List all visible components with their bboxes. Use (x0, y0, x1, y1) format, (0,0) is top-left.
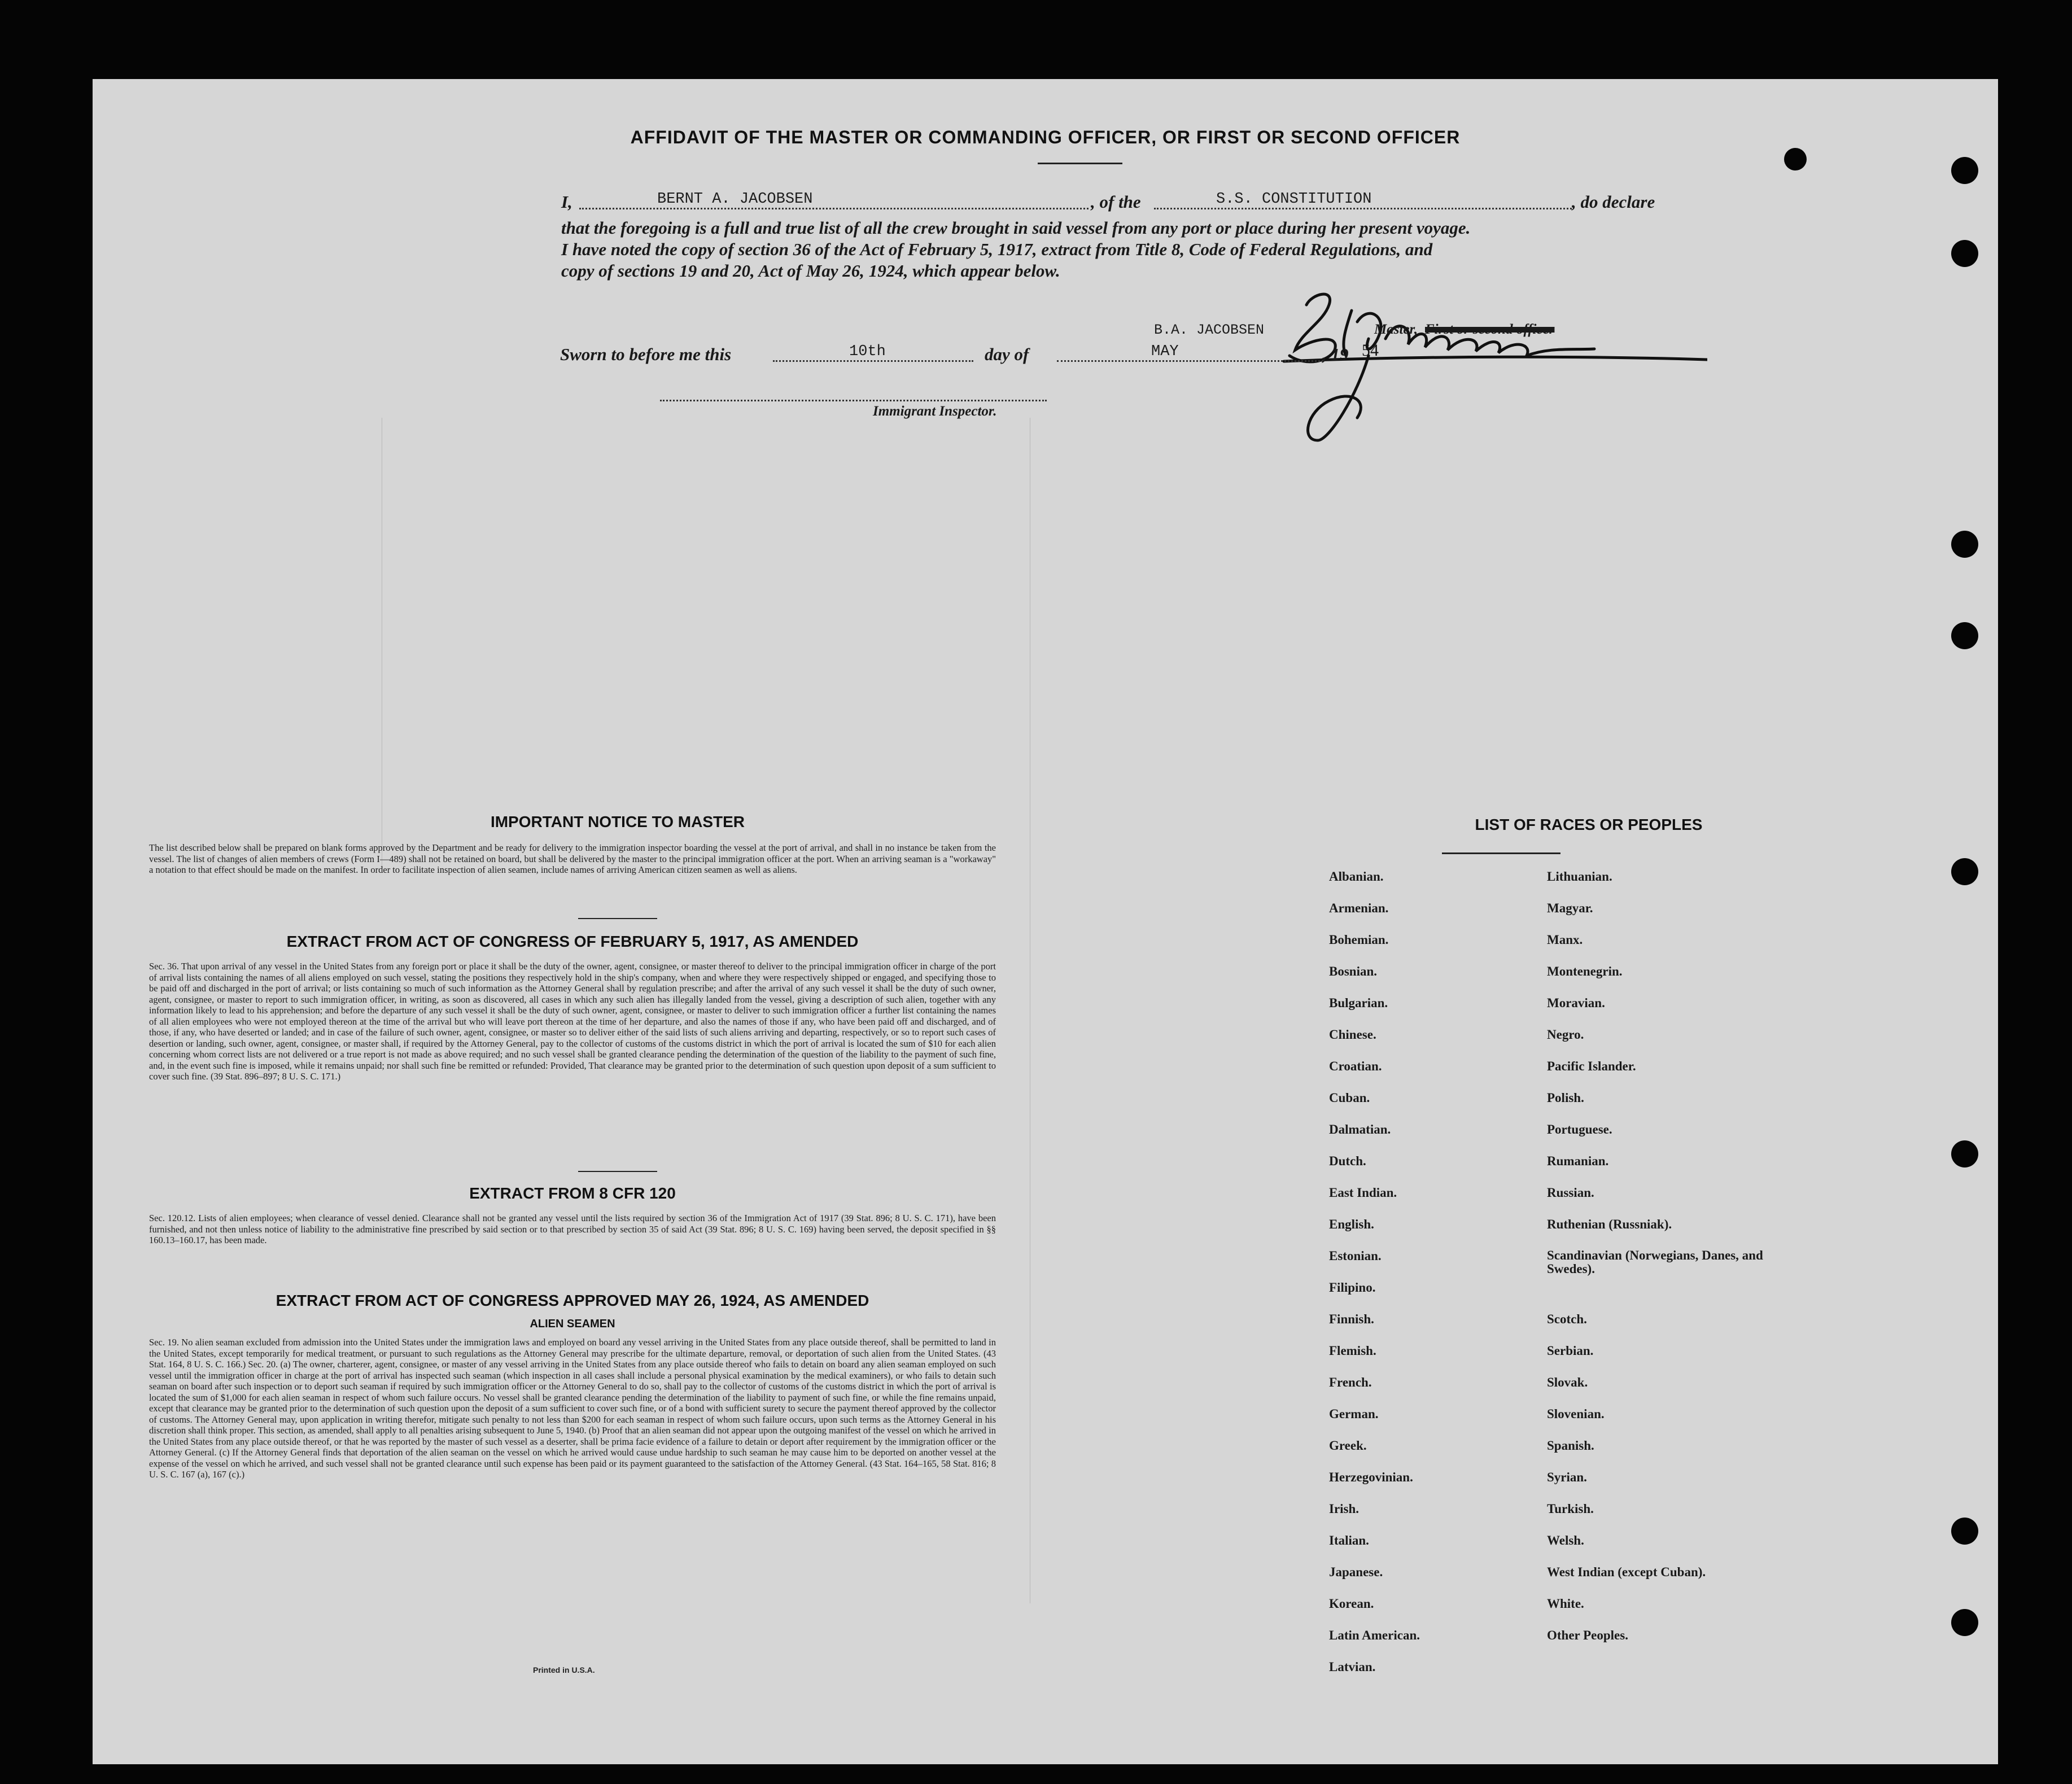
race-item: Negro. (1547, 1027, 1584, 1042)
race-item: Magyar. (1547, 901, 1593, 915)
race-item: German. (1329, 1407, 1379, 1421)
race-item: Chinese. (1329, 1027, 1376, 1042)
notice-body: The list described below shall be prepared on blank forms approved by the Department and be ready for delivery to the immigration inspector boarding the vessel at the port of arrival, and shall in no instance be taken from the vessel. The list of changes of alien members of crews (Form I—489) shall not be retained on board, but shall be delivered by the master to the principal immigration officer at the port. When an arriving seaman is a "workaway" a notation to that effect should be made on the manifest. In order to facilitate inspection of alien seamen, include names of arriving American citizen seamen as well as aliens. (149, 842, 996, 875)
race-item: East Indian. (1329, 1186, 1397, 1200)
affidavit-line-3: I have noted the copy of section 36 of the Act of February 5, 1917, extract from Title 8, Code of Federal Regulations, and (561, 239, 1433, 259)
race-item: French. (1329, 1375, 1372, 1389)
race-item: Other Peoples. (1547, 1628, 1628, 1642)
race-item: Flemish. (1329, 1344, 1376, 1358)
sworn-day-line (773, 360, 973, 362)
race-item: Irish. (1329, 1502, 1360, 1516)
sworn-month-line (1057, 360, 1323, 362)
punch-hole (1784, 148, 1807, 170)
affidavit-title: AFFIDAVIT OF THE MASTER OR COMMANDING OFFICER, OR FIRST OR SECOND OFFICER (630, 127, 1461, 147)
race-item: Filipino. (1329, 1280, 1376, 1295)
race-item: White. (1547, 1597, 1584, 1611)
race-item: Albanian. (1329, 869, 1384, 884)
affidavit-i-label: I, (561, 192, 572, 212)
notice-title: IMPORTANT NOTICE TO MASTER (490, 813, 745, 830)
year-prefix: , 19 (1322, 344, 1349, 364)
race-item: Finnish. (1329, 1312, 1374, 1326)
races-right-column (1547, 869, 1795, 1660)
race-item: Moravian. (1547, 996, 1605, 1010)
race-item: Dalmatian. (1329, 1122, 1391, 1136)
divider (578, 1171, 657, 1172)
punch-hole (1951, 157, 1978, 184)
extract-cfr-title: EXTRACT FROM 8 CFR 120 (469, 1184, 676, 1202)
extract-cfr-body: Sec. 120.12. Lists of alien employees; when clearance of vessel denied. Clearance shall not be granted any vessel until the lists required by section 36 of the Immigration Act of 1917 (39 Stat. 896; 8 U. S. C. 171), have been furnished, and not then unless notice of liability to the administrative fine prescribed by said section or to that prescribed by section 35 of said Act (39 Stat. 896; 8 U. S. C. 169) having been served, the deposit specified in §§ 160.13–160.17, has been made. (149, 1213, 996, 1245)
race-item: Ruthenian (Russniak). (1547, 1217, 1672, 1231)
race-item: Latvian. (1329, 1660, 1376, 1674)
sworn-label: Sworn to before me this (560, 344, 732, 364)
races-title-underline (1442, 852, 1560, 854)
signature-typed-name: B.A. JACOBSEN (1154, 322, 1265, 338)
race-item: Pacific Islander. (1547, 1059, 1636, 1073)
race-item: Syrian. (1547, 1470, 1587, 1484)
handwritten-signature (1199, 271, 1707, 463)
race-item: Korean. (1329, 1597, 1374, 1611)
punch-hole (1951, 240, 1978, 267)
race-item: Portuguese. (1547, 1122, 1612, 1136)
extract-1917-title: EXTRACT FROM ACT OF CONGRESS OF FEBRUARY 5, 1917, AS AMENDED (286, 933, 859, 950)
races-left-column (1329, 869, 1532, 1691)
race-item: Serbian. (1547, 1344, 1594, 1358)
punch-hole (1951, 858, 1978, 885)
printed-in-usa: Printed in U.S.A. (533, 1665, 595, 1674)
race-item: Slovenian. (1547, 1407, 1605, 1421)
race-item: Dutch. (1329, 1154, 1366, 1168)
punch-hole (1951, 622, 1978, 649)
race-item: Croatian. (1329, 1059, 1382, 1073)
race-item: Latin American. (1329, 1628, 1420, 1642)
race-item: Turkish. (1547, 1502, 1594, 1516)
race-item: West Indian (except Cuban). (1547, 1565, 1706, 1579)
vessel-name: S.S. CONSTITUTION (1216, 191, 1372, 208)
sworn-day: 10th (849, 343, 886, 360)
year-suffix-handwritten: 54 (1362, 341, 1379, 360)
vessel-line (1154, 208, 1572, 209)
race-item: Bohemian. (1329, 933, 1389, 947)
affidavit-line-4: copy of sections 19 and 20, Act of May 26, 1924, which appear below. (561, 261, 1060, 281)
punch-hole (1951, 531, 1978, 558)
race-item: English. (1329, 1217, 1374, 1231)
race-item: Lithuanian. (1547, 869, 1612, 884)
punch-hole (1951, 1609, 1978, 1636)
race-item: Greek. (1329, 1438, 1367, 1453)
race-item: Russian. (1547, 1186, 1594, 1200)
punch-hole (1951, 1140, 1978, 1168)
race-item: Manx. (1547, 933, 1583, 947)
race-item: Bosnian. (1329, 964, 1378, 978)
race-item: Scandinavian (Norwegians, Danes, and Swedes). (1547, 1248, 1763, 1276)
do-declare-label: , do declare (1572, 192, 1655, 212)
day-of-label: day of (985, 344, 1029, 364)
race-item: Polish. (1547, 1091, 1584, 1105)
sworn-month: MAY (1151, 343, 1179, 360)
race-item: Welsh. (1547, 1533, 1584, 1547)
race-item: Slovak. (1547, 1375, 1588, 1389)
race-item: Scotch. (1547, 1312, 1587, 1326)
extract-1924-body: Sec. 19. No alien seaman excluded from admission into the United States under the immigration laws and employed on board any vessel arriving in the United States from any place outside thereof, shall be permitted to land in the United States, except temporarily for medical treatment, or pursuant to such regulations as the Attorney General may prescribe for the ultimate departure, removal, or deportation of such alien from the United States. (43 Stat. 164, 8 U. S. C. 166.) Sec. 20. (a) The owner, charterer, agent, consignee, or master of any vessel arriving in the United States from any place outside thereof who fails to detain on board any alien seaman employed on such vessel until the immigration officer in charge at the port of arrival has inspected such seaman (which inspection in all cases shall include a personal physical examination by the medical examiners), or who fails to detain such seaman on board after such inspection or to deport such seaman if required by such immigration officer or the Attorney General to do so, shall pay to the collector of customs of the customs district in which the port of arrival is located the sum of $1,000 for each alien seaman in respect of whom such failure occurs. No vessel shall be granted clearance pending the determination of the liability to payment of such fine, or while the fine remains unpaid, except that clearance may be granted prior to the determination of such question upon the deposit of a sum sufficient to cover such fine, or of a bond with sufficient surety to secure the payment thereof approved by the collector of customs. The Attorney General may, upon application in writing therefor, mitigate such penalty to not less than $200 for each seaman in respect of whom such failure occurs, upon such terms as the Attorney General in his discretion shall think proper. This section, as amended, shall apply to all penalties arising subsequent to June 5, 1940. (b) Proof that an alien seaman did not appear upon the outgoing manifest of the vessel on which he arrived in the United States from any place outside thereof, or that he was reported by the master of such vessel as a deserter, shall be prima facie evidence of a failure to detain or deport after requirement by the immigration officer or the Attorney General. (c) If the Attorney General finds that deportation of the alien seaman on the vessel on which he arrived would cause undue hardship to such seaman he may cause him to be deported on another vessel at the expense of the vessel on which he arrived, and such vessel shall not be granted clearance until such expense has been paid or its payment guaranteed to the satisfaction of the Attorney General. (43 Stat. 164–165, 58 Stat. 816; 8 U. S. C. 167 (a), 167 (c).) (149, 1337, 996, 1480)
master-label: Master, (1374, 322, 1418, 337)
punch-hole (1951, 1518, 1978, 1545)
race-item: Japanese. (1329, 1565, 1383, 1579)
master-name: BERNT A. JACOBSEN (657, 191, 813, 208)
inspector-label: Immigrant Inspector. (873, 404, 997, 419)
struck-officer-label: First or second officer (1425, 322, 1555, 337)
race-item: Estonian. (1329, 1249, 1382, 1263)
races-title: LIST OF RACES OR PEOPLES (1475, 816, 1703, 833)
of-the-label: , of the (1091, 192, 1141, 212)
extract-1924-subtitle: ALIEN SEAMEN (530, 1318, 615, 1330)
inspector-signature-line (660, 400, 1047, 401)
name-line (579, 208, 1089, 209)
race-item: Herzegovinian. (1329, 1470, 1413, 1484)
race-item: Spanish. (1547, 1438, 1594, 1453)
document-sheet (93, 79, 1998, 1764)
race-item: Rumanian. (1547, 1154, 1609, 1168)
race-item: Bulgarian. (1329, 996, 1388, 1010)
divider (578, 918, 657, 919)
race-item: Italian. (1329, 1533, 1369, 1547)
race-item: Cuban. (1329, 1091, 1370, 1105)
race-item: Armenian. (1329, 901, 1389, 915)
title-underline (1038, 163, 1122, 164)
affidavit-line-2: that the foregoing is a full and true list of all the crew brought in said vessel from any port or place during her present voyage. (561, 218, 1471, 238)
extract-1917-body: Sec. 36. That upon arrival of any vessel in the United States from any foreign port or place it shall be the duty of the owner, agent, consignee, or master thereof to deliver to the principal immigration officer in charge of the port of arrival lists containing the names of all aliens employed on such vessel, stating the positions they respectively hold in the ship's company, when and where they were respectively shipped or engaged, and specifying those to be paid off and discharged in the port of arrival; or lists containing so much of such information as the Attorney General shall by regulation prescribe; and after the arrival of any such vessel it shall be the duty of such owner, agent, consignee, or master to report to such immigration officer, in writing, as soon as discovered, all cases in which any such alien has illegally landed from the vessel, giving a description of such alien, together with any information likely to lead to his apprehension; and before the departure of any such vessel it shall be the duty of such owner, agent, consignee, or master to deliver to such immigration officer a further list containing the names of all alien employees who were not employed thereon at the time of the arrival but who will leave port thereon at the time of her departure, and also the names of those if any, who have been paid off and discharged, and of those, if any, who have deserted or landed; and in case of the failure of such owner, agent, consignee, or master so to deliver either of the said lists of such aliens arriving and departing, respectively, or so to report such cases of desertion or landing, such owner, agent, consignee, or master shall, if required by the Attorney General, pay to the collector of customs of the customs district in which the port of arrival is located the sum of $10 for each alien concerning whom correct lists are not delivered or a true report is not made as above required; and no such vessel shall be granted clearance pending the determination of the question of the liability to the payment of such fine, and, in the event such fine is imposed, while it remains unpaid; nor shall such fine be remitted or refunded: Provided, That clearance may be granted prior to the determination of such question upon deposit of a sum sufficient to cover such fine. (39 Stat. 896–897; 8 U. S. C. 171.) (149, 961, 996, 1082)
race-item: Montenegrin. (1547, 964, 1623, 978)
extract-1924-title: EXTRACT FROM ACT OF CONGRESS APPROVED MAY 26, 1924, AS AMENDED (276, 1292, 869, 1309)
